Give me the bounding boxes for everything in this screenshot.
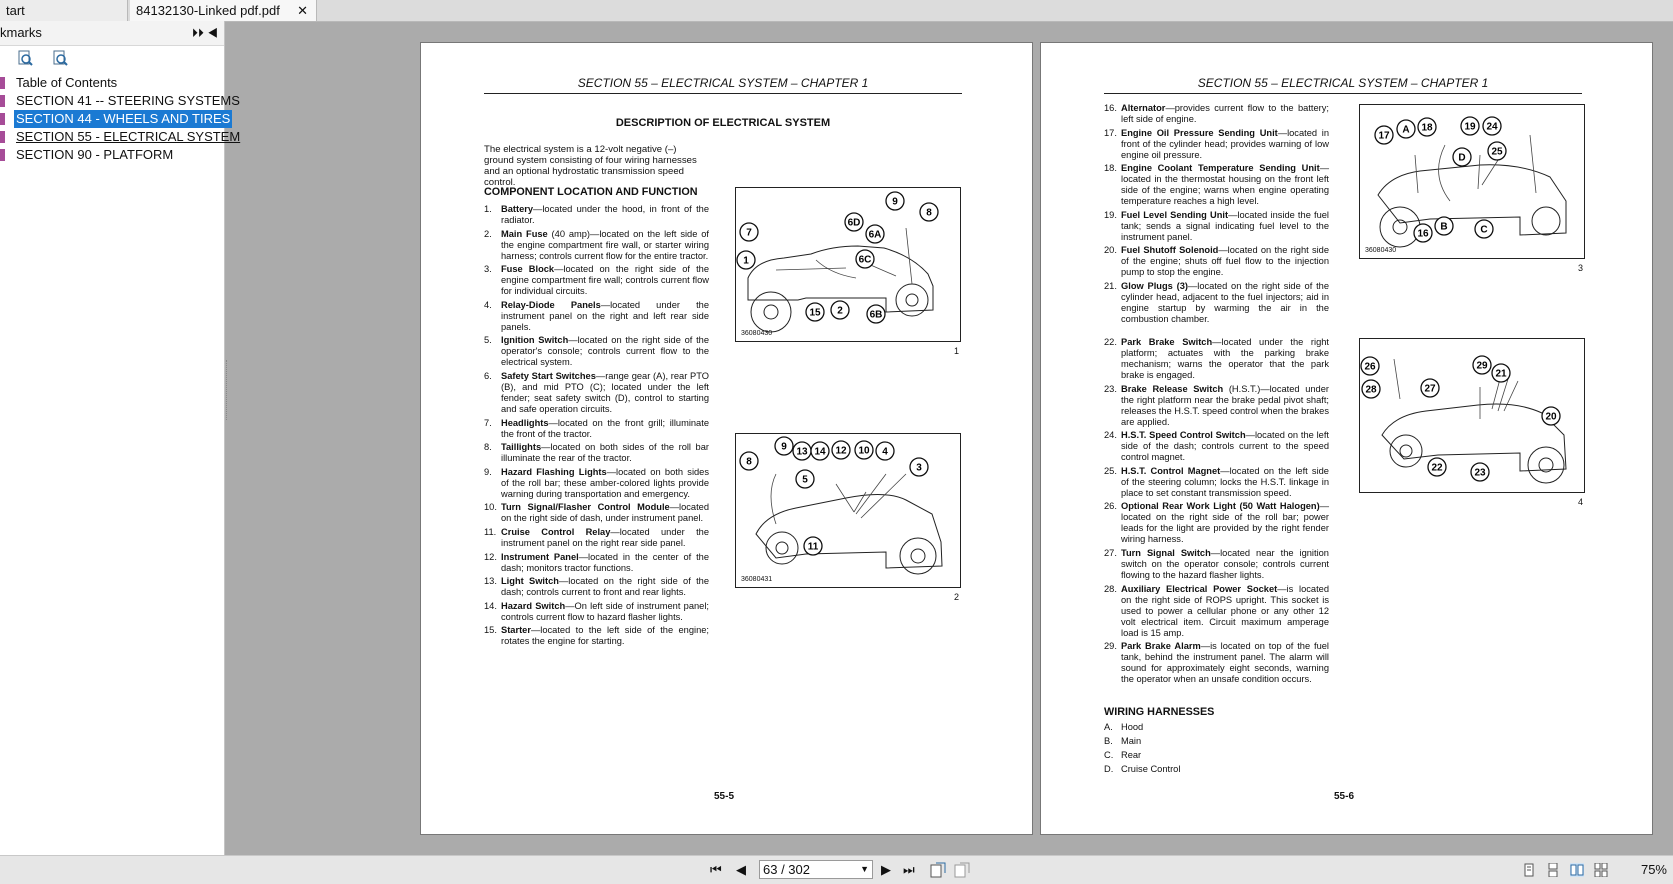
svg-text:29: 29 [1476,360,1488,372]
svg-text:21: 21 [1495,368,1507,380]
page-number: 55-6 [1334,791,1355,802]
item-description: —located on the right side of the roll bar; power leads for the light are provided by the right fender wiring harness. [1121,501,1329,545]
callout [1362,380,1380,398]
component-item [484,204,709,226]
item-term: H.S.T. Speed Control Switch [1121,430,1246,441]
svg-text:12: 12 [835,445,847,457]
callout [1483,117,1501,135]
item-term: Auxiliary Electrical Power Socket [1121,583,1278,594]
component-item [1104,501,1329,545]
svg-text:4: 4 [882,446,888,458]
item-number: 28. [1104,583,1117,594]
callout [1418,118,1436,136]
component-item [1104,245,1329,278]
item-description: —located on the front grill; illuminate the front of the tractor. [501,417,709,439]
figure-id: 36080430 [1365,247,1397,254]
svg-text:10: 10 [858,445,870,457]
item-term: Glow Plugs (3) [1121,280,1188,291]
component-list-a [1104,103,1329,328]
item-description: —located on the right side of dash, under instrument panel. [501,502,709,524]
item-term: Engine Coolant Temperature Sending Unit [1121,163,1320,174]
tab-start[interactable] [0,0,128,21]
callout [804,537,822,555]
callout [811,442,829,460]
bookmark-flag-icon [0,113,5,125]
item-description: (40 amp)—located on the left side of the engine compartment fire wall, or starter wiring harness; controls current flow for the entire tractor. [501,228,709,261]
callout [737,251,755,269]
callout [1414,224,1432,242]
figure-number: 3 [1578,263,1584,273]
collapse-panel-icon[interactable]: ◀ [207,26,218,40]
callout [831,301,849,319]
svg-text:6D: 6D [847,217,861,229]
page-title: DESCRIPTION OF ELECTRICAL SYSTEM [615,117,831,129]
continuous-view-icon[interactable] [1546,863,1560,877]
callout [867,305,885,323]
callout [740,452,758,470]
component-item [1104,163,1329,207]
component-item [484,229,709,262]
bookmark-label: SECTION 44 - WHEELS AND TIRES [16,111,231,126]
item-term: Battery [501,204,534,214]
callout [1428,458,1446,476]
page-number-value: 63 / 302 [763,862,810,877]
item-description: —On left side of instrument panel; controls current flow to hazard flasher lights. [501,600,710,622]
callout [1473,356,1491,374]
callout [1542,407,1560,425]
callout [1435,217,1453,235]
item-number: 11. [484,526,497,537]
item-description: —located under the instrument panel on the right and left rear side panels. [501,299,709,332]
bookmark-label: Table of Contents [16,75,118,90]
callout [1488,142,1506,160]
component-item [484,371,709,415]
harness-heading: WIRING HARNESSES [1104,706,1215,718]
harness-item: C. Rear [1104,750,1142,760]
bookmark-label: SECTION 55 - ELECTRICAL SYSTEM [16,129,241,144]
component-heading: COMPONENT LOCATION AND FUNCTION [484,186,698,198]
bookmark-section-55[interactable] [0,128,241,146]
component-item [484,418,709,440]
svg-text:15: 15 [809,307,821,319]
item-description: —is located on the right side of ROPS upright. This socket is used to power a cellular phone or any other 12 volt electrical item. Circuit maximum amperage load is 15 amp. [1121,583,1329,638]
svg-text:8: 8 [746,456,752,468]
figure-id: 36080430 [741,330,773,337]
item-number: 12. [484,551,497,562]
svg-text:7: 7 [746,227,752,239]
item-number: 3. [484,264,492,275]
svg-text:14: 14 [814,446,826,458]
svg-text:19: 19 [1464,121,1476,133]
component-item [1104,430,1329,463]
callout [1397,120,1415,138]
tab-document-label: 84132130-Linked pdf.pdf [136,3,280,18]
item-description: (H.S.T.)—located under the right platform near the brake pedal pivot shaft; releases the H.S.T. speed control when the brakes are applied. [1121,383,1329,427]
tractor-diagram-4 [1360,339,1584,492]
component-item [484,442,709,464]
figure-number: 4 [1578,497,1584,507]
item-description: —located in front of the cylinder head; provides warning of low engine oil pressure. [1121,127,1329,160]
item-number: 25. [1104,465,1117,476]
item-term: Headlights [501,417,549,428]
component-list [484,204,709,650]
component-item [1104,641,1329,685]
expand-panel-icon[interactable]: ⏵⏵ [191,26,204,40]
previous-page-icon[interactable]: ◀ [736,862,746,877]
first-page-icon[interactable]: ⏮ [710,862,722,877]
bookmark-section-44[interactable] [0,110,231,128]
svg-text:A: A [1402,124,1410,136]
callout [1375,126,1393,144]
tab-document[interactable] [130,0,317,21]
item-description: —range gear (A), rear PTO (B), and mid PTO (C); located under the left fender; seat safety switch (D), control to starting and safe operation circuits. [501,370,710,414]
component-item [484,625,709,647]
item-term: Engine Oil Pressure Sending Unit [1121,127,1278,138]
item-term: Cruise Control Relay [501,526,611,537]
item-number: 15. [484,625,497,636]
component-item [484,467,709,500]
callout [920,203,938,221]
component-item [484,264,709,297]
item-number: 24. [1104,430,1117,441]
panel-splitter[interactable] [226,360,229,420]
svg-text:C: C [1480,224,1488,236]
callout [796,470,814,488]
page-number-input[interactable] [759,860,873,879]
item-term: Fuse Block [501,264,555,275]
item-term: Turn Signal Switch [1121,547,1211,558]
callout [1471,463,1489,481]
item-description: —located on the left side of the dash; controls current to the speed control magnet. [1121,430,1329,463]
item-number: 20. [1104,245,1117,256]
component-list-b [1104,337,1329,688]
bookmark-flag-icon [0,149,5,161]
page-number: 55-5 [714,791,735,802]
item-term: H.S.T. Control Magnet [1121,465,1221,476]
item-number: 10. [484,502,497,513]
callout [886,192,904,210]
bookmark-label: SECTION 90 - PLATFORM [16,147,174,162]
item-description: —located under the right platform; actuates with the parking brake mechanism; warns the operator that the park brake is engaged. [1121,337,1329,380]
callout [1461,117,1479,135]
item-number: 27. [1104,547,1117,558]
callout [845,213,863,231]
item-number: 6. [484,370,492,381]
bookmark-section-41[interactable] [0,92,240,110]
item-term: Fuel Level Sending Unit [1121,209,1229,220]
callout [740,223,758,241]
svg-text:17: 17 [1378,130,1390,142]
callout [866,225,884,243]
item-description: —provides current flow to the battery; left side of engine. [1121,103,1329,124]
item-description: —located to the left side of the engine; rotates the engine for starting. [501,625,709,647]
svg-text:B: B [1440,221,1448,233]
bookmarks-title: kmarks [0,25,42,40]
item-number: 17. [1104,127,1117,138]
next-page-icon[interactable]: ▶ [881,862,891,877]
bookmarks-header [0,21,224,46]
svg-text:25: 25 [1491,146,1503,158]
svg-text:2: 2 [837,305,843,317]
item-number: 16. [1104,103,1117,113]
bookmarks-panel [0,21,241,855]
bookmark-section-90[interactable] [0,146,224,164]
figure-3 [1359,104,1585,273]
svg-text:9: 9 [781,441,787,453]
page-header: SECTION 55 – ELECTRICAL SYSTEM – CHAPTER 1 [1104,76,1582,94]
item-term: Hazard Flashing Lights [501,466,607,477]
callout [775,437,793,455]
item-description: —located on the right side of the cylinder head, adjacent to the fuel injectors; aid in engine startup by warming the air in the combustion chamber. [1121,280,1329,324]
svg-text:26: 26 [1364,361,1376,373]
callout [1453,148,1471,166]
bookmark-flag-icon [0,95,5,107]
component-item [1104,466,1329,499]
callout [1475,220,1493,238]
item-term: Main Fuse [501,228,548,239]
item-description: —located on the right side of the dash; controls current to front and rear lights. [501,576,710,598]
component-item [1104,548,1329,581]
harness-item: D. Cruise Control [1104,764,1181,774]
component-item [1104,584,1329,639]
svg-text:22: 22 [1431,462,1443,474]
tab-start-label: tart [6,3,25,18]
item-number: 19. [1104,209,1117,220]
item-description: —located on the right side of the operator's console; controls current flow to the electrical system. [501,335,710,368]
item-term: Ignition Switch [501,335,569,346]
item-number: 5. [484,335,492,346]
item-description: —located on both sides of the roll bar; these amber-colored lights provide warning during transportation and emergency. [501,466,709,499]
callout [806,303,824,321]
item-term: Optional Rear Work Light (50 Watt Halogen) [1121,501,1320,512]
pdf-page-right [1040,42,1653,835]
callout [910,458,928,476]
component-item [484,502,709,524]
figure-1 [735,187,961,356]
expand-bookmarks-icon[interactable] [17,50,34,67]
next-view-icon[interactable] [954,862,970,878]
svg-text:6A: 6A [868,229,882,241]
svg-text:28: 28 [1365,384,1377,396]
figure-2 [735,433,961,602]
component-item [484,335,709,368]
close-icon[interactable]: ✕ [297,3,308,18]
pdf-page-left [420,42,1033,835]
component-item [484,527,709,549]
harness-list [1104,720,1180,776]
tab-bar [0,0,1673,22]
svg-text:20: 20 [1545,411,1557,423]
svg-text:27: 27 [1424,383,1436,395]
figure-number: 1 [954,346,960,356]
continuous-facing-view-icon[interactable] [1594,863,1608,877]
item-number: 26. [1104,501,1117,512]
item-term: Park Brake Switch [1121,337,1213,347]
item-term: Fuel Shutoff Solenoid [1121,245,1219,256]
item-number: 1. [484,204,492,214]
callout [1492,364,1510,382]
item-term: Instrument Panel [501,551,579,562]
item-description: —located on the right side of the engine compartment fire wall; controls current flow for individual circuits. [501,264,709,297]
page-header: SECTION 55 – ELECTRICAL SYSTEM – CHAPTER 1 [484,76,962,94]
item-number: 14. [484,600,497,611]
component-item [484,576,709,598]
item-description: —located in the center of the dash; monitors tractor functions. [501,551,709,573]
item-term: Relay-Diode Panels [501,299,601,310]
callout [855,441,873,459]
svg-text:D: D [1458,152,1466,164]
item-number: 2. [484,228,492,239]
item-number: 29. [1104,641,1117,652]
last-page-icon[interactable]: ⏭ [903,862,915,877]
bookmark-list [0,74,241,164]
svg-text:5: 5 [802,474,808,486]
intro-paragraph: The electrical system is a 12-volt negative (–) ground system consisting of four wiring harnesses and an optional hydrostatic transmission speed control. [484,144,697,188]
svg-text:8: 8 [926,207,932,219]
component-item [484,300,709,333]
item-number: 13. [484,576,497,587]
item-description: —located near the ignition switch on the operator console; controls current flowing to the hazard flasher lights. [1121,547,1329,580]
bookmark-label: SECTION 41 -- STEERING SYSTEMS [16,93,240,108]
item-number: 4. [484,299,492,310]
zoom-level[interactable]: 75% [1640,862,1667,877]
item-description: —located on the left side of the steering column; locks the H.S.T. linkage in place to set constant transmission speed. [1121,465,1329,498]
callout [793,442,811,460]
item-term: Alternator [1121,103,1166,113]
component-item [1104,128,1329,161]
item-description: —located under the instrument panel on the right rear side panel. [501,526,709,548]
facing-pages-view-icon[interactable] [1570,863,1584,877]
item-description: —is located on top of the fuel tank, behind the instrument panel. The alarm will sound for approximately eight seconds, warning the operator when an unsafe condition occurs. [1121,641,1329,685]
component-item [1104,210,1329,243]
component-item [484,601,709,623]
figure-id: 36080431 [741,576,773,583]
navigation-bar [0,855,1673,884]
item-description: —located on both sides of the roll bar illuminate the rear of the tractor. [501,442,709,464]
svg-text:6C: 6C [858,254,872,266]
component-item [1104,281,1329,325]
callout [832,441,850,459]
harness-item: B. Main [1104,736,1142,746]
item-description: —located on the right side of the engine; shuts off fuel flow to the injection pump to stop the engine. [1121,245,1330,278]
component-item [1104,337,1329,381]
callout [1361,357,1379,375]
svg-text:9: 9 [892,196,898,208]
bookmark-flag-icon [0,77,5,89]
svg-text:23: 23 [1474,467,1486,479]
item-term: Brake Release Switch [1121,383,1224,394]
item-term: Light Switch [501,576,559,587]
svg-text:6B: 6B [869,309,883,321]
item-number: 21. [1104,280,1117,291]
svg-text:11: 11 [807,541,819,553]
item-term: Park Brake Alarm [1121,641,1201,652]
chevron-down-icon[interactable]: ▼ [860,864,869,874]
bookmark-flag-icon [0,131,5,143]
figure-number: 2 [954,592,960,602]
component-item [1104,384,1329,428]
svg-text:1: 1 [743,255,749,267]
item-number: 23. [1104,383,1117,394]
callout [876,442,894,460]
item-term: Starter [501,625,531,636]
tractor-diagram-2 [736,434,960,587]
item-term: Safety Start Switches [501,370,596,381]
tractor-diagram-1 [736,188,960,341]
component-item [484,552,709,574]
bookmarks-toolbar [0,46,224,72]
item-term: Taillights [501,442,542,453]
previous-view-icon[interactable] [930,862,946,878]
panel-controls [192,21,218,45]
item-number: 18. [1104,163,1117,174]
item-term: Turn Signal/Flasher Control Module [501,502,670,513]
item-number: 9. [484,466,492,477]
item-number: 8. [484,442,492,453]
callout [1421,379,1439,397]
svg-text:16: 16 [1417,228,1429,240]
svg-text:13: 13 [796,446,808,458]
find-bookmark-icon[interactable] [52,50,69,67]
callout [856,250,874,268]
item-description: —located under the hood, in front of the radiator. [501,204,709,225]
bookmark-table-of-contents[interactable] [0,74,224,92]
svg-text:3: 3 [916,462,922,474]
item-description: —located inside the fuel tank; sends a signal indicating fuel level to the instrument panel. [1121,209,1329,242]
harness-item: A. Hood [1104,722,1144,732]
figure-4 [1359,338,1585,507]
component-item [1104,103,1329,125]
item-description: —located in the thermostat housing on the front left side of the engine; warns when engine operating temperature reaches a high level. [1121,163,1329,207]
tractor-diagram-3 [1360,105,1584,258]
svg-text:24: 24 [1486,121,1498,133]
item-number: 7. [484,417,492,428]
item-term: Hazard Switch [501,600,566,611]
item-number: 22. [1104,337,1117,347]
svg-text:18: 18 [1421,122,1433,134]
single-page-view-icon[interactable] [1522,863,1536,877]
